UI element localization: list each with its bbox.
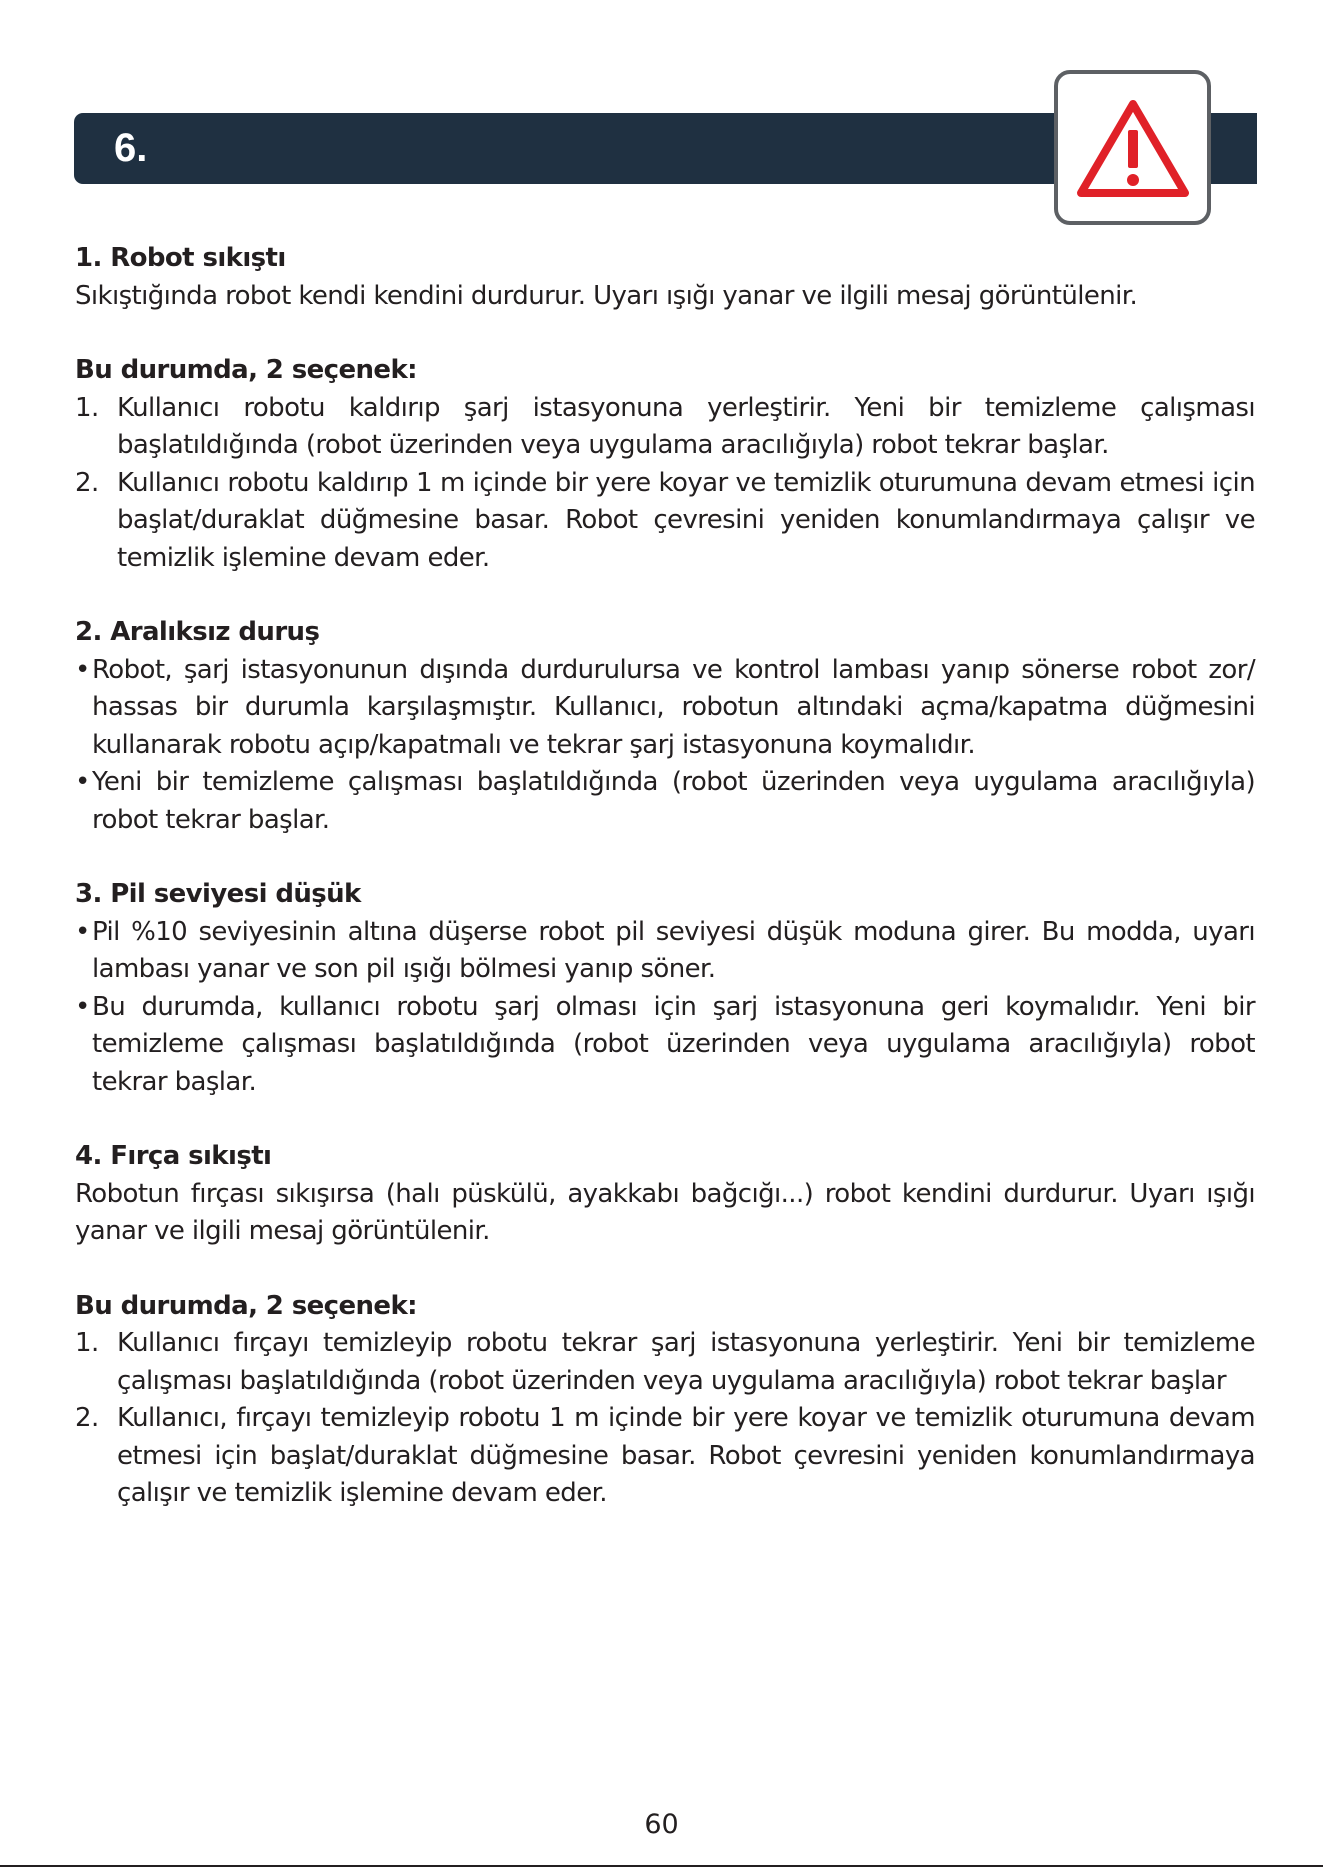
list-item-text: Kullanıcı robotu kaldırıp şarj istasyonuna yerleştirir. Yeni bir temizleme çalışması başlatıldığında (robot üzerinden veya uygulama aracılığıyla) robot tekrar başlar. (117, 392, 1255, 460)
list-item-text: Pil %10 seviyesinin altına düşerse robot pil seviyesi düşük moduna girer. Bu modda, uyarı lambası yanar ve son pil ışığı bölmesi yanıp söner. (92, 916, 1255, 984)
list-item-text: Kullanıcı, fırçayı temizleyip robotu 1 m içinde bir yere koyar ve temizlik oturumuna devam etmesi için başlat/duraklat düğmesine basar. Robot çevresini yeniden konumlandırmaya çalışır ve temizlik işlemine devam eder. (117, 1403, 1255, 1508)
options-list (75, 1325, 1255, 1513)
list-number: 1. (75, 392, 99, 423)
section-title: 2. Aralıksız duruş (75, 617, 320, 647)
warning-triangle-icon (1075, 96, 1191, 200)
section-title: 4. Fırça sıkıştı (75, 1141, 272, 1171)
list-item-text: Bu durumda, kullanıcı robotu şarj olması için şarj istasyonuna geri koymalıdır. Yeni bir temizleme çalışması başlatıldığında (robot üzerinden veya uygulama aracılığıyla) robot tekrar başlar. (92, 991, 1255, 1097)
list-number: 1. (75, 1328, 99, 1358)
bullet-icon: • (75, 767, 90, 797)
list-item (75, 390, 1255, 465)
list-item-text: Robot, şarj istasyonunun dışında durdurulursa ve kontrol lambası yanıp sönerse robot zor/ hassas bir durumla karşılaşmıştır. Kullanıcı, robotun altındaki açma/kapatma düğmesini kullanarak robotu açıp/kapatmalı ve tekrar şarj istasyonuna koymalıdır. (92, 654, 1255, 760)
options-title: Bu durumda, 2 seçenek: (75, 1290, 417, 1321)
list-item (75, 465, 1255, 578)
bullet-list (75, 914, 1255, 1102)
section-continuous-stop (75, 614, 1255, 839)
options-block (75, 1288, 1255, 1513)
section-brush-stuck (75, 1138, 1255, 1513)
list-item-text: Kullanıcı robotu kaldırıp 1 m içinde bir yere koyar ve temizlik oturumuna devam etmesi için başlat/duraklat düğmesine basar. Robot çevresini yeniden konumlandırmaya çalışır ve temizlik işlemine devam eder. (117, 467, 1255, 573)
section-low-battery (75, 876, 1255, 1101)
options-block (75, 352, 1255, 577)
options-list (75, 390, 1255, 578)
options-title: Bu durumda, 2 seçenek: (75, 355, 417, 385)
list-item (75, 652, 1255, 765)
chapter-number: 6. (114, 126, 148, 170)
list-item (75, 989, 1255, 1102)
list-item (75, 1325, 1255, 1400)
list-item (75, 914, 1255, 989)
section-title: 3. Pil seviyesi düşük (75, 879, 361, 909)
section-title: 1. Robot sıkıştı (75, 243, 286, 273)
page-number: 60 (644, 1809, 679, 1840)
bullet-icon: • (75, 991, 90, 1022)
section-robot-stuck (75, 240, 1255, 577)
section-text: Robotun fırçası sıkışırsa (halı püskülü, ayakkabı bağcığı...) robot kendini durdurur. Uyarı ışığı yanar ve ilgili mesaj görüntülenir. (75, 1178, 1255, 1246)
list-number: 2. (75, 467, 99, 498)
list-number: 2. (75, 1403, 99, 1433)
warning-box (1054, 70, 1211, 225)
document-body (75, 240, 1255, 1550)
list-item-text: Kullanıcı fırçayı temizleyip robotu tekrar şarj istasyonuna yerleştirir. Yeni bir temizleme çalışması başlatıldığında (robot üzerinden veya uygulama aracılığıyla) robot tekrar başlar (117, 1328, 1255, 1396)
list-item (75, 764, 1255, 839)
bullet-icon: • (75, 916, 90, 947)
section-text: Sıkıştığında robot kendi kendini durdurur. Uyarı ışığı yanar ve ilgili mesaj görüntülenir. (75, 280, 1138, 311)
list-item-text: Yeni bir temizleme çalışması başlatıldığında (robot üzerinden veya uygulama aracılığıyla) robot tekrar başlar. (92, 767, 1255, 835)
list-item (75, 1400, 1255, 1513)
bullet-list (75, 652, 1255, 840)
bullet-icon: • (75, 654, 90, 685)
